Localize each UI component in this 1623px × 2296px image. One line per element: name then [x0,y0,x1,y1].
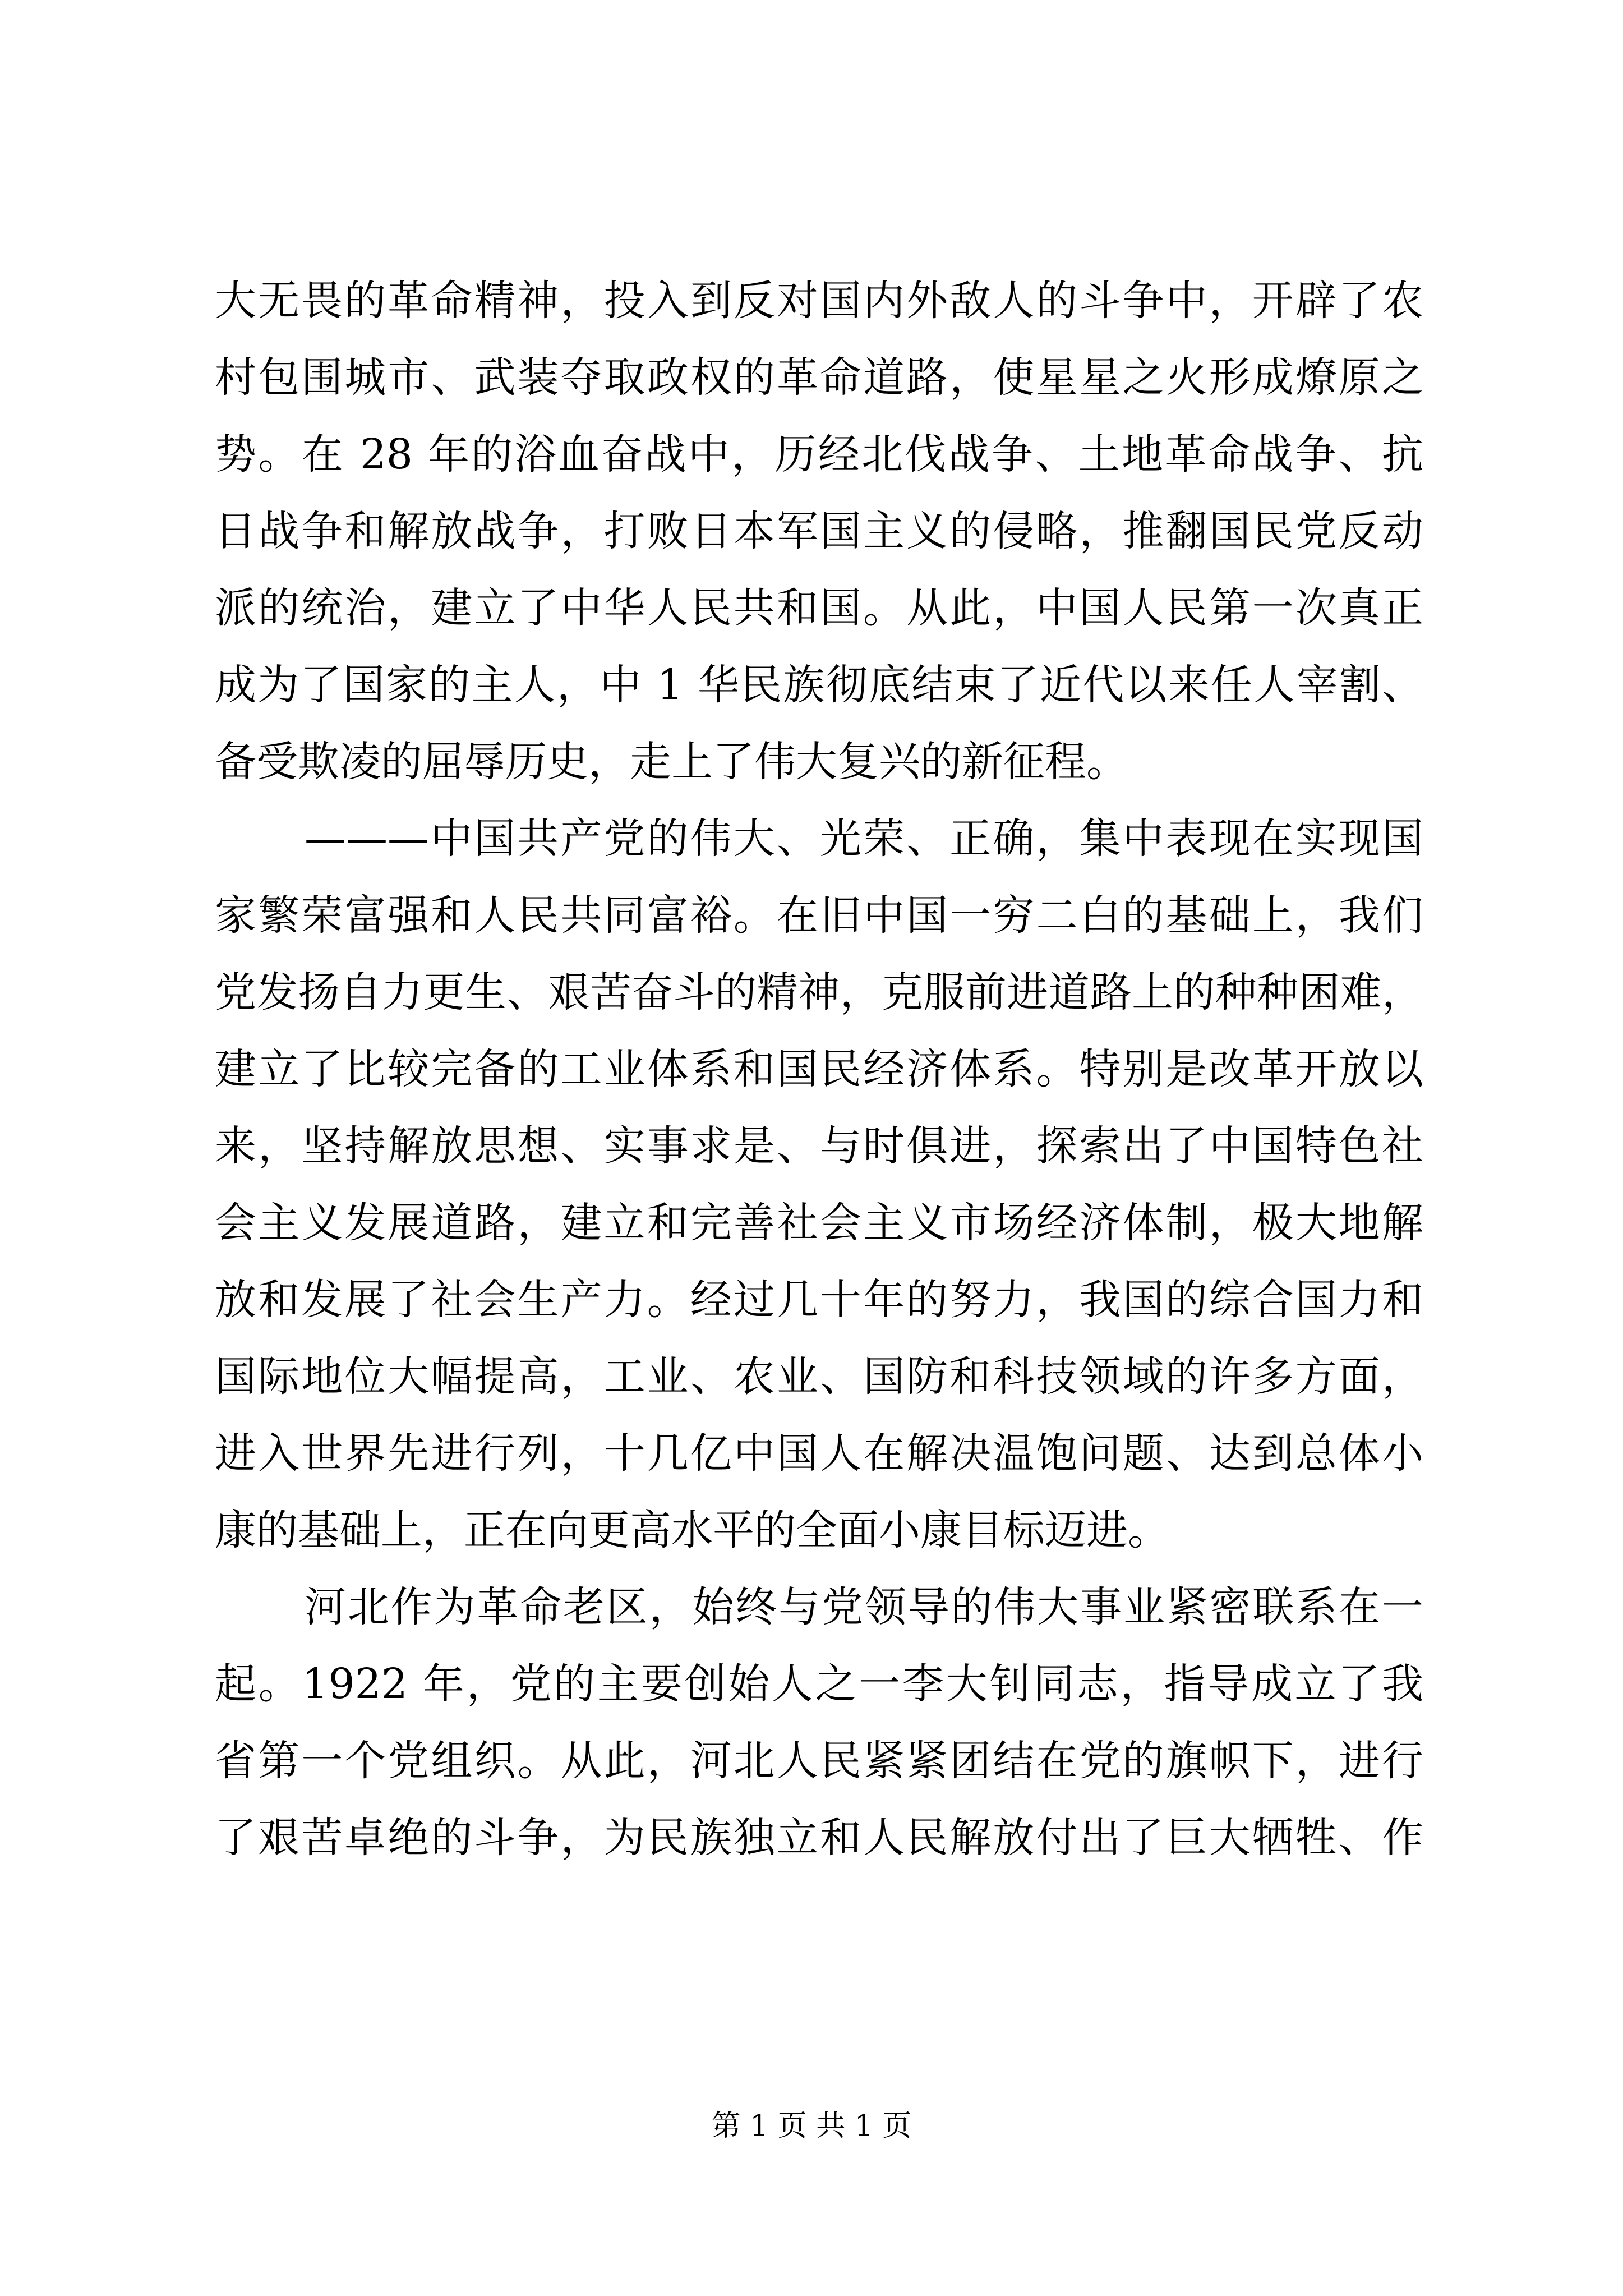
paragraph-2 [215,800,1423,1569]
text-line: 成为了国家的主人，中 1 华民族彻底结束了近代以来任人宰割、 [215,661,1423,709]
text-line: 日战争和解放战争，打败日本军国主义的侵略，推翻国民党反动 [215,507,1423,555]
text-line: 村包围城市、武装夺取政权的革命道路，使星星之火形成燎原之 [215,353,1423,402]
text-line: 家繁荣富强和人民共同富裕。在旧中国一穷二白的基础上，我们 [215,891,1423,940]
text-line: 备受欺凌的屈辱历史，走上了伟大复兴的新征程。 [215,738,1128,786]
text-line: 康的基础上，正在向更高水平的全面小康目标迈进。 [215,1506,1169,1554]
page-footer: 第 1 页 共 1 页 [711,2109,912,2143]
text-line: 党发扬自力更生、艰苦奋斗的精神，克服前进道路上的种种困难， [215,968,1423,1016]
text-line: 起。1922 年，党的主要创始人之一李大钊同志，指导成立了我 [215,1660,1423,1708]
text-line: 放和发展了社会生产力。经过几十年的努力，我国的综合国力和 [215,1276,1423,1324]
text-line: 会主义发展道路，建立和完善社会主义市场经济体制，极大地解 [215,1199,1423,1247]
text-line: 势。在 28 年的浴血奋战中，历经北伐战争、土地革命战争、抗 [215,430,1423,478]
text-line: 建立了比较完备的工业体系和国民经济体系。特别是改革开放以 [215,1045,1423,1093]
text-line: 河北作为革命老区，始终与党领导的伟大事业紧密联系在一 [305,1583,1423,1631]
paragraph-3 [215,1569,1423,1876]
text-line: 国际地位大幅提高，工业、农业、国防和科技领域的许多方面， [215,1352,1423,1401]
text-line: 省第一个党组织。从此，河北人民紧紧团结在党的旗帜下，进行 [215,1737,1423,1785]
text-line: 大无畏的革命精神，投入到反对国内外敌人的斗争中，开辟了农 [215,277,1423,325]
text-line: 派的统治，建立了中华人民共和国。从此，中国人民第一次真正 [215,584,1423,632]
text-line: ———中国共产党的伟大、光荣、正确，集中表现在实现国 [305,815,1423,863]
text-line: 来，坚持解放思想、实事求是、与时俱进，探索出了中国特色社 [215,1122,1423,1170]
text-line: 进入世界先进行列，十几亿中国人在解决温饱问题、达到总体小 [215,1429,1423,1478]
document-body [215,263,1423,1876]
paragraph-1 [215,263,1423,800]
text-line: 了艰苦卓绝的斗争，为民族独立和人民解放付出了巨大牺牲、作 [215,1814,1423,1862]
